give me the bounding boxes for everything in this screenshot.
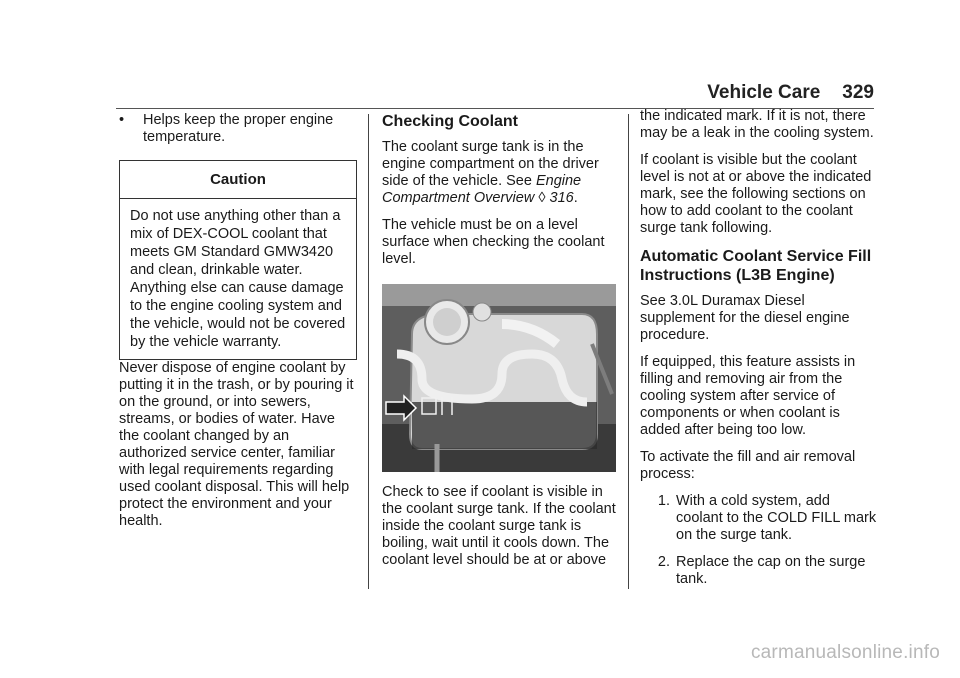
watermark: carmanualsonline.info	[750, 642, 940, 663]
caution-title: Caution	[120, 161, 356, 199]
bullet-item	[119, 112, 357, 146]
page-ref-icon: ◊	[538, 190, 546, 206]
checking-coolant-heading: Checking Coolant	[382, 113, 519, 130]
list-item	[640, 554, 880, 588]
engine-compartment-link[interactable]: Engine Compartment Overview	[382, 173, 582, 206]
step-number: 1.	[657, 493, 670, 509]
surge-tank-text: The coolant surge tank is in the engine compartment on the driver side of the vehicle. See	[382, 139, 599, 189]
page-number: 329	[842, 82, 874, 103]
column-divider-1	[368, 114, 369, 589]
sentence-end: .	[573, 190, 578, 206]
feature-paragraph: If equipped, this feature assists in filling and removing air from the cooling system after service of components or when coolant is added after being too low.	[640, 354, 856, 438]
caution-box	[119, 160, 357, 360]
page-header	[707, 82, 874, 104]
column-2	[382, 108, 616, 579]
step-text: With a cold system, add coolant to the COLD FILL mark on the surge tank.	[676, 493, 877, 543]
column-1	[119, 108, 357, 540]
activate-paragraph: To activate the fill and air removal process:	[640, 449, 856, 482]
add-coolant-paragraph: If coolant is visible but the coolant level is not at or above the indicated mark, see the following sections on how to add coolant to the coolant surge tank following.	[640, 152, 872, 236]
step-number: 2.	[657, 554, 670, 570]
bullet-mark: •	[119, 112, 125, 128]
duramax-paragraph: See 3.0L Duramax Diesel supplement for the diesel engine procedure.	[640, 293, 850, 343]
check-coolant-paragraph: Check to see if coolant is visible in the coolant surge tank. If the coolant inside the coolant surge tank is boiling, wait until it cools down. The coolant level should be at or above	[382, 484, 616, 568]
surge-tank-paragraph	[382, 139, 616, 207]
indicated-mark-paragraph: the indicated mark. If it is not, there may be a leak in the cooling system.	[640, 108, 874, 141]
column-3	[640, 108, 880, 598]
bullet-text: Helps keep the proper engine temperature.	[143, 112, 334, 145]
disposal-paragraph: Never dispose of engine coolant by putting it in the trash, or by pouring it on the ground, or into sewers, streams, or bodies of water. Have the coolant changed by an authorized service center, familiar with legal requirements regarding used coolant disposal. This will help protect the environment and your health.	[119, 360, 354, 529]
column-divider-2	[628, 114, 629, 589]
steps-list	[640, 493, 880, 588]
caution-body: Do not use anything other than a mix of DEX-COOL coolant that meets GM Standard GMW3420 and clean, drinkable water. Anything else can cause damage to the engine cooling system and the vehicle, would not be covered by the vehicle warranty.	[130, 208, 346, 350]
page-ref-number[interactable]: 316	[549, 190, 574, 206]
automatic-fill-heading: Automatic Coolant Service Fill Instructions (L3B Engine)	[640, 248, 872, 284]
step-text: Replace the cap on the surge tank.	[676, 554, 866, 587]
level-surface-paragraph: The vehicle must be on a level surface when checking the coolant level.	[382, 217, 605, 267]
list-item	[640, 493, 880, 544]
coolant-surge-tank-photo	[382, 284, 616, 472]
section-title: Vehicle Care	[707, 82, 821, 103]
